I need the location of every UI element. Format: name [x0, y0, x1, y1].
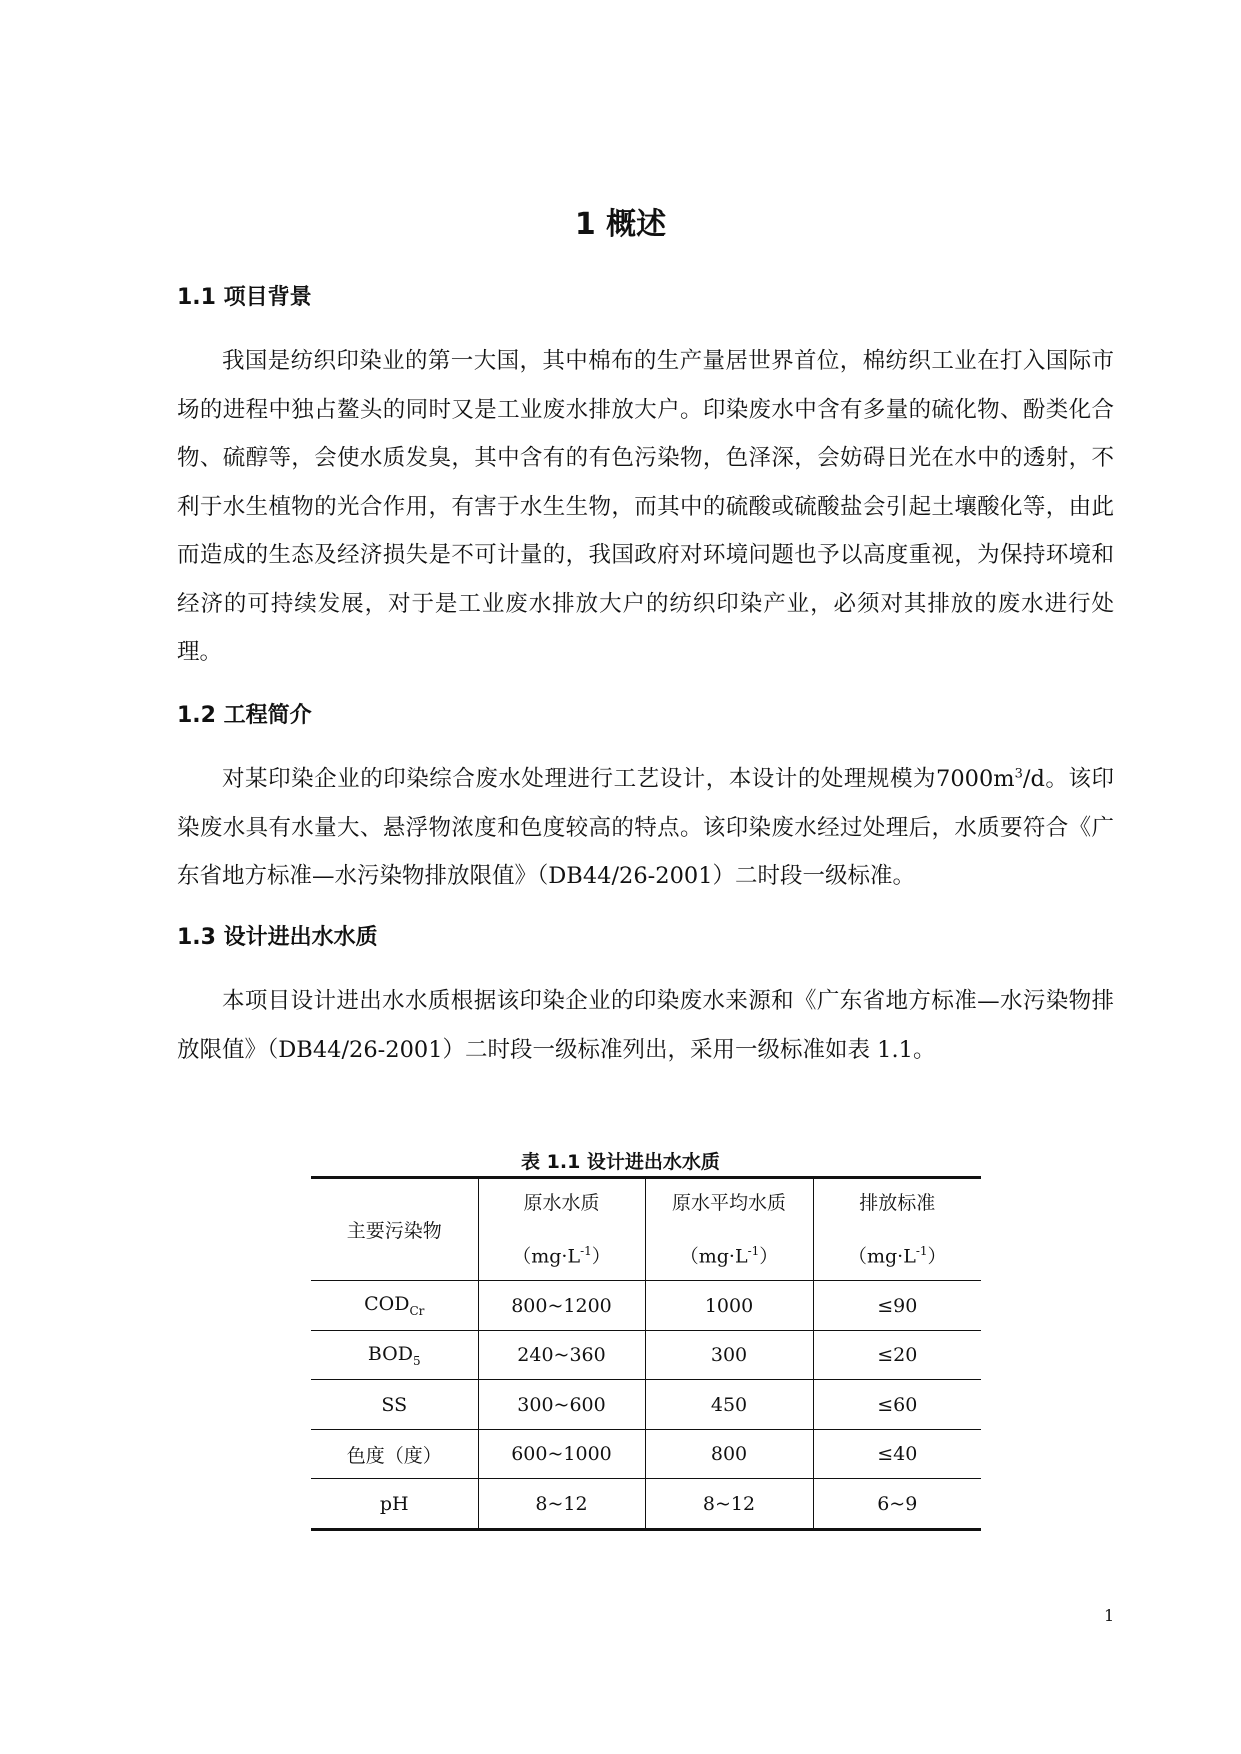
superscript-cubic: 3 — [1014, 766, 1023, 782]
cell-average: 300 — [645, 1330, 813, 1380]
header-discharge-standard: 排放标准 $(mg\cdot L^{-1})$ — [813, 1178, 981, 1281]
cell-average: 8~12 — [645, 1479, 813, 1530]
cell-average: 1000 — [645, 1281, 813, 1331]
cell-raw: 800~1200 — [478, 1281, 645, 1331]
cell-limit: ≤40 — [813, 1429, 981, 1479]
cell-limit: 6~9 — [813, 1479, 981, 1530]
header-raw-quality: 原水水质 $(mg\cdot L^{-1})$ — [478, 1178, 645, 1281]
table-header-row — [311, 1178, 981, 1281]
paragraph-design-quality: 本项目设计进出水水质根据该印染企业的印染废水来源和《广东省地方标准—水污染物排放限值》（DB44/26-2001）二时段一级标准列出，采用一级标准如表 1.1。 — [177, 988, 1114, 1063]
table-row — [311, 1479, 981, 1530]
page-number: 1 — [1104, 1606, 1115, 1625]
cell-average: 800 — [645, 1429, 813, 1479]
cell-limit: ≤20 — [813, 1330, 981, 1380]
cell-raw: 240~360 — [478, 1330, 645, 1380]
cell-limit: ≤60 — [813, 1380, 981, 1430]
cell-pollutant: 色度（度） — [311, 1429, 478, 1479]
water-quality-table — [311, 1176, 981, 1531]
cell-limit: ≤90 — [813, 1281, 981, 1331]
header-pollutant: 主要污染物 — [311, 1178, 478, 1281]
section-heading-1-2: 1.2 工程简介 — [177, 703, 312, 728]
chapter-title: 1 概述 — [574, 207, 667, 242]
cell-pollutant: $COD_{Cr}$ — [311, 1281, 478, 1331]
table-row — [311, 1380, 981, 1430]
cell-pollutant: SS — [311, 1380, 478, 1430]
table-row — [311, 1429, 981, 1479]
cell-average: 450 — [645, 1380, 813, 1430]
paragraph-background: 我国是纺织印染业的第一大国，其中棉布的生产量居世界首位，棉纺织工业在打入国际市场的进程中独占鳌头的同时又是工业废水排放大户。印染废水中含有多量的硫化物、酚类化合物、硫醇等，会使水质发臭，其中含有的有色污染物，色泽深，会妨碍日光在水中的透射，不利于水生植物的光合作用，有害于水生生物，而其中的硫酸或硫酸盐会引起土壤酸化等，由此而造成的生态及经济损失是不可计量的，我国政府对环境问题也予以高度重视，为保持环境和经济的可持续发展，对于是工业废水排放大户的纺织印染产业，必须对其排放的废水进行处理。 — [177, 348, 1114, 665]
cell-raw: 600~1000 — [478, 1429, 645, 1479]
paragraph-text-after: /d。该印染废水具有水量大、悬浮物浓度和色度较高的特点。该印染废水经过处理后，水质要符合《广东省地方标准—水污染物排放限值》（DB44/26-2001）二时段一级标准。 — [177, 766, 1114, 889]
cell-pollutant: $BOD_5$ — [311, 1330, 478, 1380]
section-heading-1-1: 1.1 项目背景 — [177, 285, 312, 310]
table-caption: 表 1.1 设计进出水水质 — [521, 1151, 720, 1173]
section-heading-1-3: 1.3 设计进出水水质 — [177, 925, 378, 950]
paragraph-project-intro — [177, 755, 1114, 901]
table-row — [311, 1281, 981, 1331]
cell-pollutant: pH — [311, 1479, 478, 1530]
cell-raw: 8~12 — [478, 1479, 645, 1530]
header-average-quality: 原水平均水质 $(mg\cdot L^{-1})$ — [645, 1178, 813, 1281]
cell-raw: 300~600 — [478, 1380, 645, 1430]
table-row — [311, 1330, 981, 1380]
paragraph-text-before: 对某印染企业的印染综合废水处理进行工艺设计，本设计的处理规模为7000m — [222, 766, 1015, 792]
